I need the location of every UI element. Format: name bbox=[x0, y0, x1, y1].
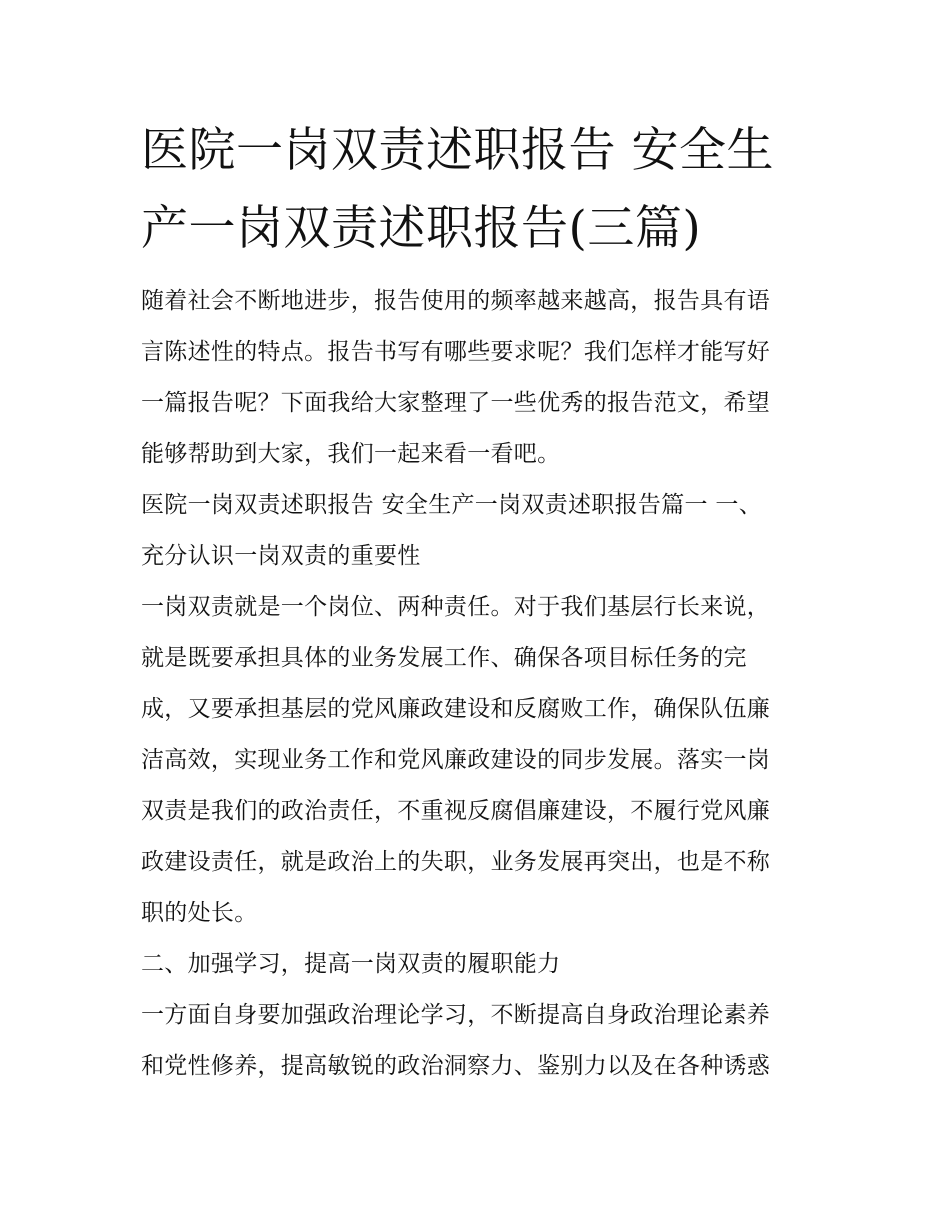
section-heading-line: 二、加强学习，提高一岗双责的履职能力 bbox=[141, 951, 561, 977]
text-line: 一篇报告呢？下面我给大家整理了一些优秀的报告范文，希望 bbox=[141, 390, 771, 416]
text-line: 职的处长。 bbox=[141, 900, 258, 926]
text-line: 言陈述性的特点。报告书写有哪些要求呢？我们怎样才能写好 bbox=[141, 339, 771, 365]
section-heading-line: 医院一岗双责述职报告 安全生产一岗双责述职报告篇一 一、 bbox=[141, 492, 763, 518]
text-line: 洁高效，实现业务工作和党风廉政建设的同步发展。落实一岗 bbox=[141, 747, 771, 773]
body-text bbox=[141, 276, 813, 1092]
text-line: 政建设责任，就是政治上的失职，业务发展再突出，也是不称 bbox=[141, 849, 771, 875]
text-line: 成，又要承担基层的党风廉政建设和反腐败工作，确保队伍廉 bbox=[141, 696, 771, 722]
text-line: 就是既要承担具体的业务发展工作、确保各项目标任务的完 bbox=[141, 645, 747, 671]
document-title bbox=[141, 112, 813, 268]
text-line: 和党性修养，提高敏锐的政治洞察力、鉴别力以及在各种诱惑 bbox=[141, 1053, 771, 1079]
title-line: 产一岗双责述职报告(三篇) bbox=[141, 201, 702, 256]
text-line: 双责是我们的政治责任，不重视反腐倡廉建设，不履行党风廉 bbox=[141, 798, 771, 824]
title-line: 医院一岗双责述职报告 安全生 bbox=[141, 123, 774, 178]
text-line: 随着社会不断地进步，报告使用的频率越来越高，报告具有语 bbox=[141, 288, 771, 314]
text-line: 一岗双责就是一个岗位、两种责任。对于我们基层行长来说， bbox=[141, 594, 771, 620]
section-heading-line: 充分认识一岗双责的重要性 bbox=[141, 543, 421, 569]
document-body bbox=[141, 112, 813, 1092]
text-line: 能够帮助到大家，我们一起来看一看吧。 bbox=[141, 441, 561, 467]
text-line: 一方面自身要加强政治理论学习，不断提高自身政治理论素养 bbox=[141, 1002, 771, 1028]
